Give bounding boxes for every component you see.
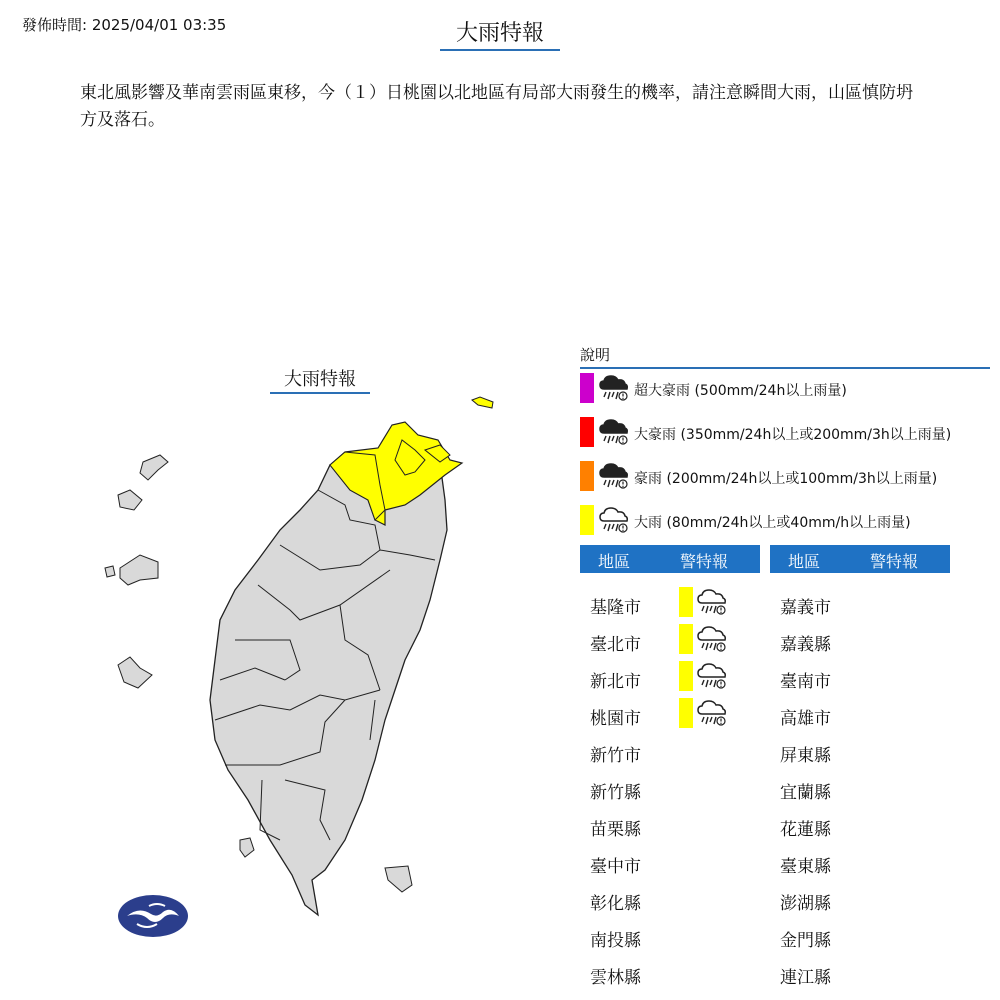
cwa-logo-icon [117, 894, 189, 938]
heavy-rain-icon [696, 698, 728, 728]
region-name: 嘉義市 [780, 598, 831, 618]
legend-swatch [580, 373, 594, 403]
region-name: 新北市 [590, 672, 641, 692]
legend-item [580, 373, 1000, 407]
warning-description: 東北風影響及華南雲雨區東移，今（１）日桃園以北地區有局部大雨發生的機率，請注意瞬間大雨，山區慎防坍方及落石。 [80, 83, 913, 130]
column-warning: 警特報 [680, 552, 729, 571]
legend-item [580, 417, 1000, 451]
table-header-left [580, 545, 760, 573]
legend-text: 大豪雨 (350mm/24h以上或200mm/3h以上雨量) [634, 427, 952, 443]
region-name: 臺東縣 [780, 857, 831, 877]
region-name: 宜蘭縣 [780, 783, 831, 803]
legend-swatch [580, 505, 594, 535]
legend-text: 豪雨 (200mm/24h以上或100mm/3h以上雨量) [634, 471, 938, 487]
region-name: 花蓮縣 [780, 820, 831, 840]
warning-swatch [679, 661, 693, 691]
torrential-rain-icon [598, 373, 630, 403]
region-name: 苗栗縣 [590, 820, 641, 840]
taiwan-map [90, 385, 510, 945]
issue-time: 發佈時間: 2025/04/01 03:35 [22, 16, 227, 34]
region-name: 臺中市 [590, 857, 641, 877]
region-name: 臺北市 [590, 635, 641, 655]
legend-swatch [580, 417, 594, 447]
torrential-rain-icon [598, 461, 630, 491]
region-name: 新竹縣 [590, 783, 641, 803]
legend-text: 大雨 (80mm/24h以上或40mm/h以上雨量) [634, 515, 911, 531]
region-name: 雲林縣 [590, 968, 641, 988]
region-name: 臺南市 [780, 672, 831, 692]
region-name: 桃園市 [590, 709, 641, 729]
region-name: 金門縣 [780, 931, 831, 951]
keelung-islet [472, 397, 493, 408]
legend-item [580, 505, 1000, 539]
column-warning: 警特報 [870, 552, 919, 571]
region-name: 高雄市 [780, 709, 831, 729]
warning-swatch [679, 587, 693, 617]
legend-text: 超大豪雨 (500mm/24h以上雨量) [634, 383, 847, 399]
legend-heading: 說明 [580, 344, 990, 369]
torrential-rain-icon [598, 417, 630, 447]
warning-swatch [679, 624, 693, 654]
column-region: 地區 [598, 552, 631, 571]
heavy-rain-icon [696, 587, 728, 617]
region-name: 彰化縣 [590, 894, 641, 914]
heavy-rain-icon [598, 505, 630, 535]
legend-item [580, 461, 1000, 495]
region-name: 嘉義縣 [780, 635, 831, 655]
region-name: 澎湖縣 [780, 894, 831, 914]
map-title: 大雨特報 [270, 365, 370, 394]
legend-swatch [580, 461, 594, 491]
region-name: 屏東縣 [780, 746, 831, 766]
heavy-rain-icon [696, 661, 728, 691]
column-region: 地區 [788, 552, 821, 571]
table-header-right [770, 545, 950, 573]
heavy-rain-icon [696, 624, 728, 654]
warning-swatch [679, 698, 693, 728]
page-title: 大雨特報 [440, 16, 560, 51]
region-name: 南投縣 [590, 931, 641, 951]
region-name: 新竹市 [590, 746, 641, 766]
region-name: 連江縣 [780, 968, 831, 988]
region-name: 基隆市 [590, 598, 641, 618]
